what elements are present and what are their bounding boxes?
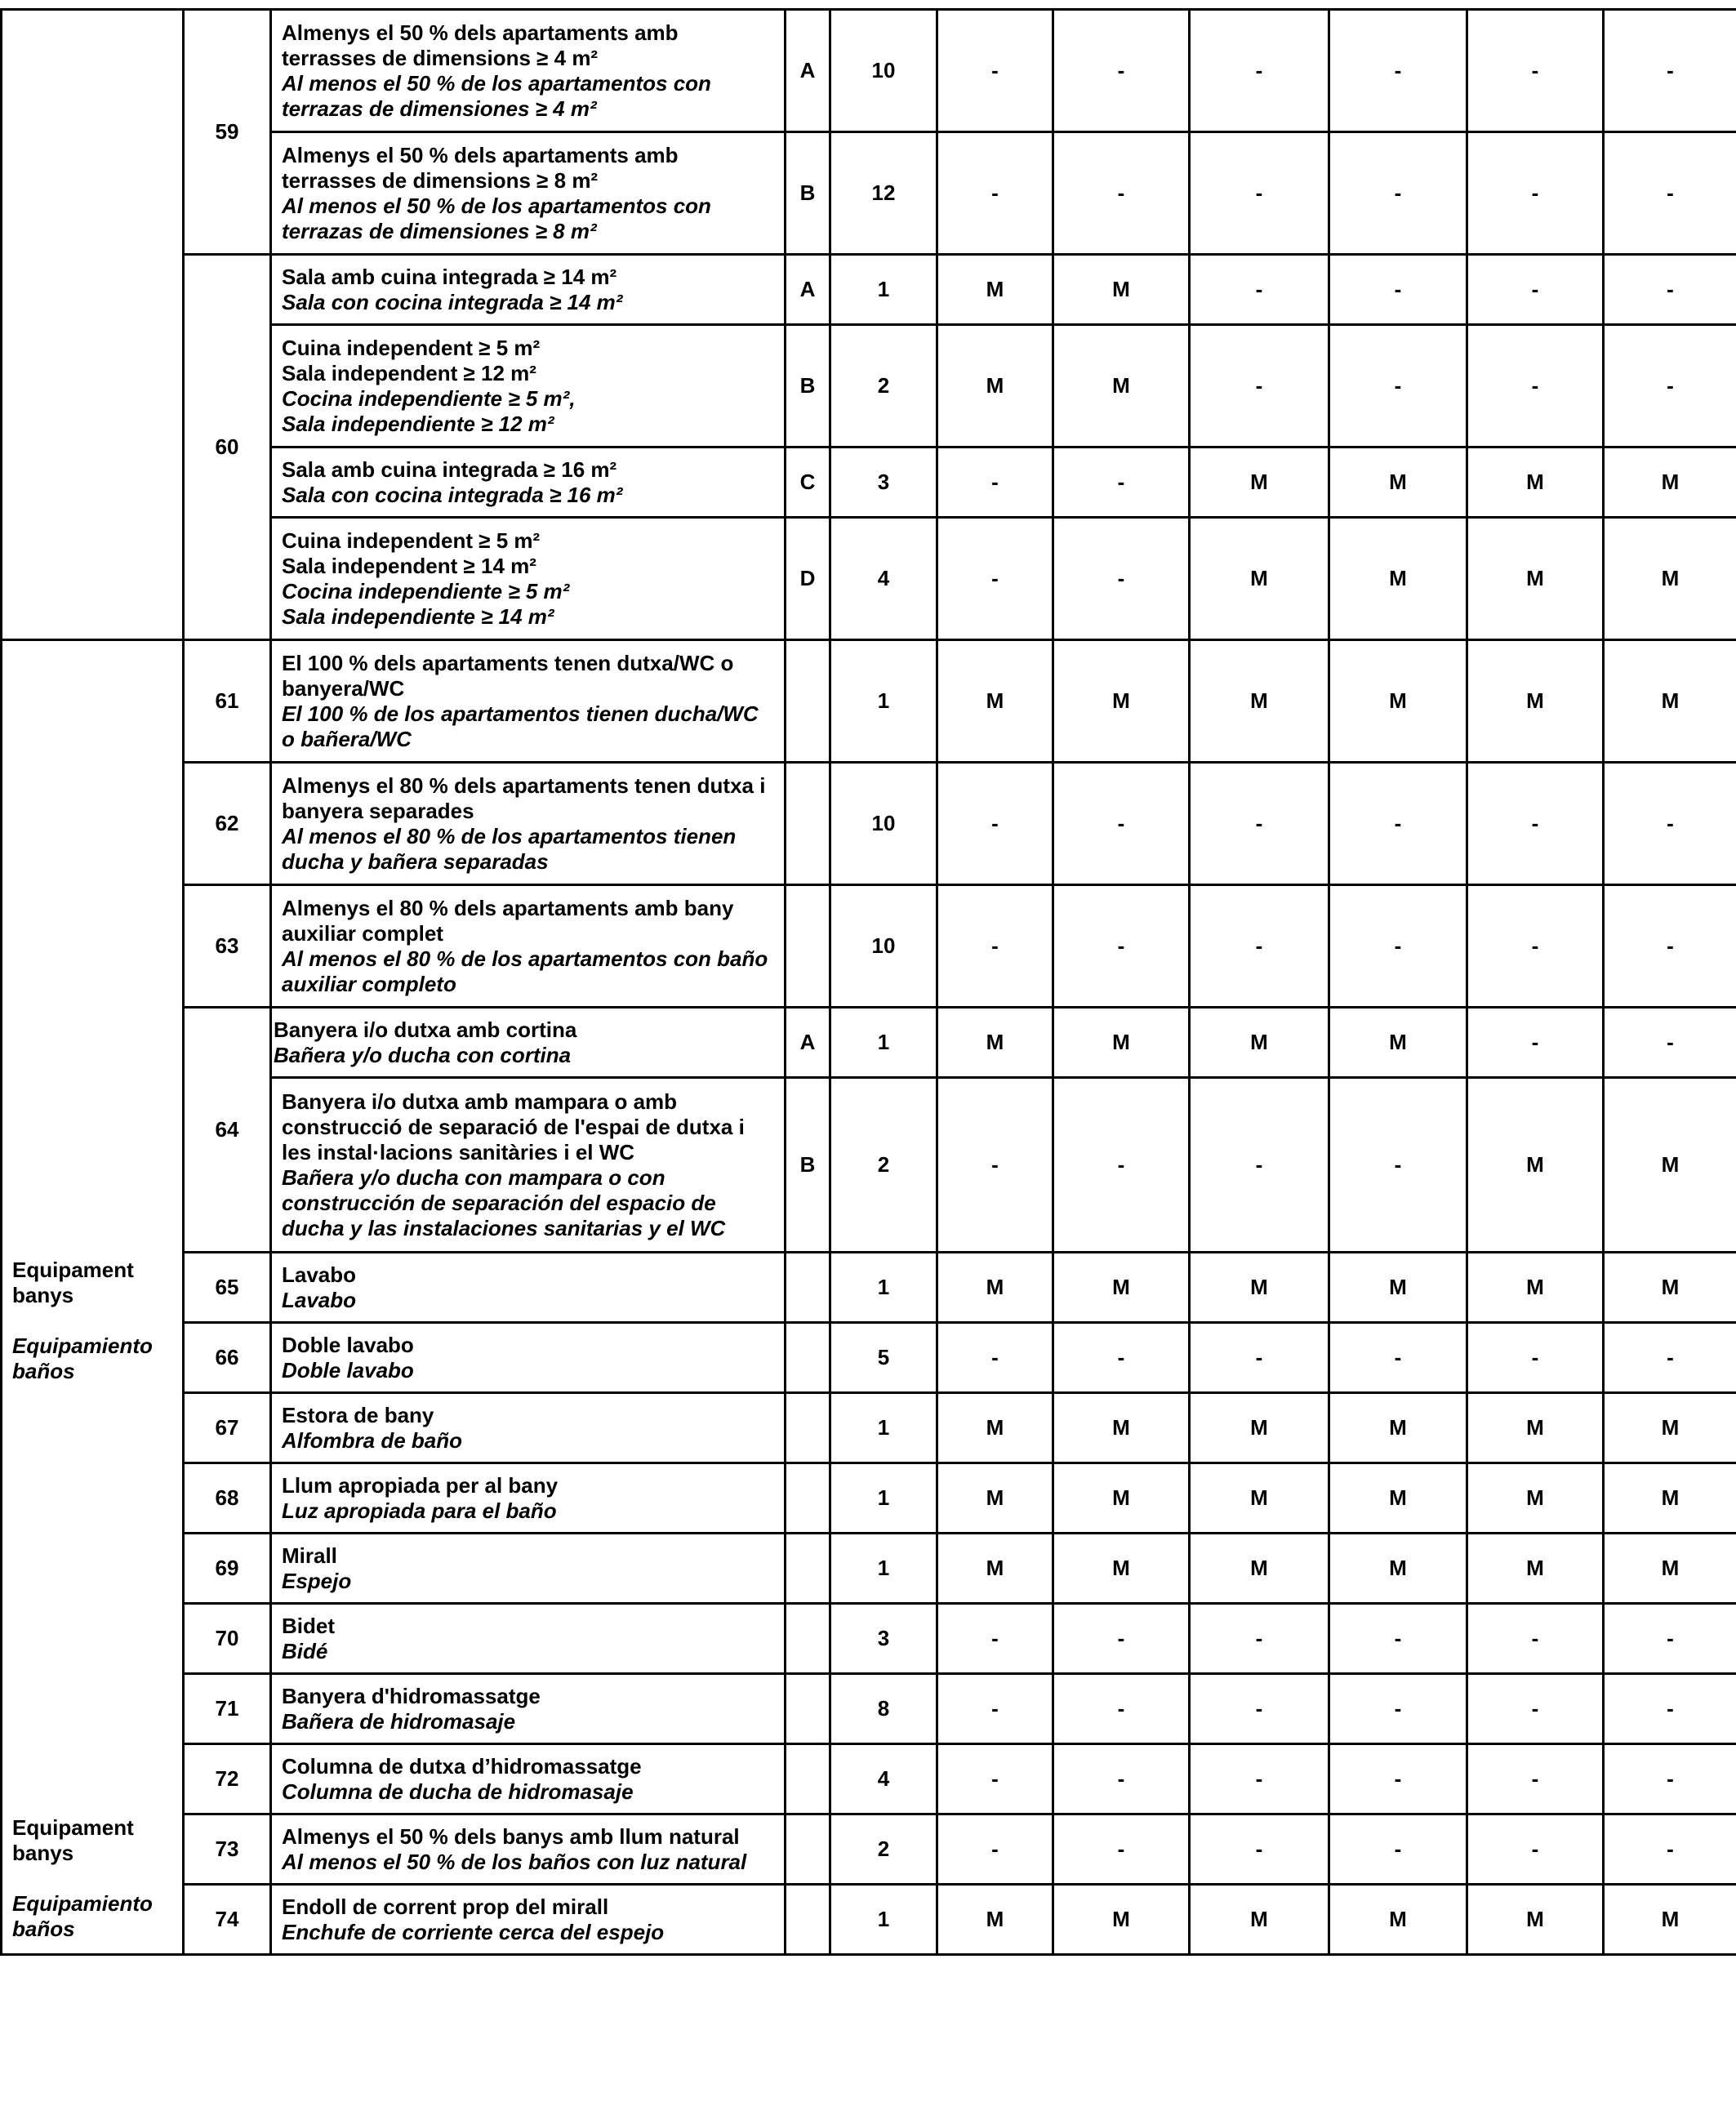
points-value: 1 — [830, 1008, 937, 1078]
category-requirement-4: - — [1329, 1814, 1467, 1885]
category-requirement-1: M — [937, 640, 1053, 763]
category-requirement-5: M — [1467, 1393, 1604, 1463]
category-requirement-3: M — [1190, 447, 1329, 518]
category-requirement-6: M — [1604, 1463, 1736, 1534]
criterion-number: 66 — [184, 1323, 271, 1393]
points-value: 1 — [830, 255, 937, 325]
category-requirement-5: M — [1467, 1463, 1604, 1534]
criterion-number: 59 — [184, 10, 271, 255]
criterion-number: 67 — [184, 1393, 271, 1463]
category-requirement-5: - — [1467, 1604, 1604, 1674]
criterion-number: 68 — [184, 1463, 271, 1534]
criterion-text-es: Luz apropiada para el baño — [282, 1498, 557, 1523]
criterion-text-es: El 100 % de los apartamentos tienen ducha/WC o bañera/WC — [282, 701, 759, 751]
category-requirement-3: M — [1190, 1463, 1329, 1534]
criterion-description — [271, 1885, 786, 1955]
category-label-ca: Equipament banys — [12, 1815, 134, 1865]
criterion-text-ca: Mirall — [282, 1543, 337, 1568]
option-letter: A — [786, 10, 830, 132]
criterion-text-es: Al menos el 50 % de los baños con luz natural — [282, 1849, 747, 1874]
category-requirement-4: - — [1329, 763, 1467, 885]
category-requirement-1: - — [937, 885, 1053, 1008]
category-requirement-1: M — [937, 255, 1053, 325]
option-letter — [786, 1393, 830, 1463]
criterion-number: 70 — [184, 1604, 271, 1674]
criterion-description — [271, 1078, 786, 1253]
category-label-ca: Equipament banys — [12, 1258, 134, 1307]
criterion-text-es: Al menos el 80 % de los apartamentos tienen ducha y bañera separadas — [282, 823, 737, 874]
criterion-description — [271, 1253, 786, 1323]
points-value: 4 — [830, 1744, 937, 1814]
category-requirement-5: - — [1467, 1814, 1604, 1885]
category-requirement-5: - — [1467, 10, 1604, 132]
criterion-description — [271, 1814, 786, 1885]
category-requirement-1: - — [937, 1744, 1053, 1814]
category-requirement-6: - — [1604, 132, 1736, 255]
points-value: 1 — [830, 1253, 937, 1323]
criterion-description — [271, 1744, 786, 1814]
criterion-number: 63 — [184, 885, 271, 1008]
category-requirement-4: - — [1329, 885, 1467, 1008]
criterion-text-ca: Columna de dutxa d’hidromassatge — [282, 1753, 642, 1779]
criterion-number: 69 — [184, 1534, 271, 1604]
category-requirement-2: - — [1053, 1814, 1190, 1885]
criterion-text-ca: Cuina independent ≥ 5 m² Sala independent ≥ 12 m² — [282, 335, 541, 385]
points-value: 2 — [830, 1814, 937, 1885]
criterion-description — [271, 763, 786, 885]
criterion-text-ca: Sala amb cuina integrada ≥ 14 m² — [282, 264, 617, 289]
category-requirement-6: - — [1604, 1323, 1736, 1393]
points-value: 12 — [830, 132, 937, 255]
category-requirement-4: M — [1329, 1463, 1467, 1534]
category-requirement-6: - — [1604, 1814, 1736, 1885]
category-requirement-2: M — [1053, 640, 1190, 763]
criterion-description — [271, 1534, 786, 1604]
category-requirement-4: M — [1329, 640, 1467, 763]
category-requirement-6: M — [1604, 1078, 1736, 1253]
category-requirement-4: - — [1329, 1604, 1467, 1674]
table-row — [2, 885, 1736, 1008]
points-value: 4 — [830, 518, 937, 640]
table-row — [2, 1674, 1736, 1744]
category-requirement-1: - — [937, 132, 1053, 255]
category-requirement-3: - — [1190, 1078, 1329, 1253]
category-requirement-1: M — [937, 1393, 1053, 1463]
points-value: 1 — [830, 640, 937, 763]
table-row — [2, 1008, 1736, 1078]
criterion-text-es: Lavabo — [282, 1287, 357, 1312]
category-requirement-4: - — [1329, 1078, 1467, 1253]
category-requirement-1: - — [937, 763, 1053, 885]
category-requirement-2: - — [1053, 1323, 1190, 1393]
category-requirement-1: - — [937, 10, 1053, 132]
category-requirement-3: M — [1190, 1534, 1329, 1604]
option-letter — [786, 1744, 830, 1814]
criterion-text-ca: Bidet — [282, 1613, 335, 1638]
criterion-text-es: Doble lavabo — [282, 1357, 414, 1382]
points-value: 1 — [830, 1534, 937, 1604]
points-value: 10 — [830, 763, 937, 885]
category-requirement-2: - — [1053, 10, 1190, 132]
category-requirement-5: M — [1467, 640, 1604, 763]
table-row — [2, 1253, 1736, 1323]
criterion-text-ca: Banyera i/o dutxa amb cortina — [274, 1017, 577, 1042]
category-requirement-2: - — [1053, 1078, 1190, 1253]
category-requirement-3: - — [1190, 1323, 1329, 1393]
category-requirement-6: M — [1604, 640, 1736, 763]
criterion-description — [271, 640, 786, 763]
category-requirement-6: - — [1604, 1008, 1736, 1078]
table-row — [2, 1604, 1736, 1674]
category-requirement-3: M — [1190, 1253, 1329, 1323]
category-requirement-2: M — [1053, 1008, 1190, 1078]
category-requirement-2: - — [1053, 447, 1190, 518]
category-requirement-6: M — [1604, 1885, 1736, 1955]
criterion-text-es: Cocina independiente ≥ 5 m² Sala independiente ≥ 14 m² — [282, 578, 570, 629]
category-label — [12, 1258, 182, 1384]
category-requirement-5: M — [1467, 1534, 1604, 1604]
category-requirement-1: M — [937, 1463, 1053, 1534]
option-letter: A — [786, 255, 830, 325]
option-letter — [786, 640, 830, 763]
criterion-text-ca: Almenys el 80 % dels apartaments amb bany auxiliar complet — [282, 895, 734, 946]
category-requirement-1: - — [937, 1078, 1053, 1253]
category-requirement-2: M — [1053, 325, 1190, 447]
category-requirement-1: - — [937, 1604, 1053, 1674]
category-requirement-4: - — [1329, 325, 1467, 447]
criterion-description — [271, 885, 786, 1008]
criterion-number: 60 — [184, 255, 271, 640]
category-requirement-2: M — [1053, 1885, 1190, 1955]
criterion-description — [271, 1463, 786, 1534]
category-requirement-5: - — [1467, 1323, 1604, 1393]
category-requirement-5: M — [1467, 447, 1604, 518]
category-requirement-1: M — [937, 325, 1053, 447]
criterion-text-ca: Sala amb cuina integrada ≥ 16 m² — [282, 456, 617, 482]
category-requirement-4: M — [1329, 1253, 1467, 1323]
criterion-text-ca: Cuina independent ≥ 5 m² Sala independent ≥ 14 m² — [282, 528, 541, 578]
category-requirement-4: - — [1329, 1674, 1467, 1744]
category-requirement-2: M — [1053, 1253, 1190, 1323]
category-requirement-2: M — [1053, 1534, 1190, 1604]
category-requirement-6: - — [1604, 255, 1736, 325]
option-letter — [786, 1253, 830, 1323]
category-requirement-3: - — [1190, 763, 1329, 885]
criterion-number: 62 — [184, 763, 271, 885]
table-row — [2, 1534, 1736, 1604]
table-row — [2, 1814, 1736, 1885]
category-requirement-4: - — [1329, 132, 1467, 255]
category-requirement-4: M — [1329, 1008, 1467, 1078]
criterion-number: 64 — [184, 1008, 271, 1253]
category-requirement-3: M — [1190, 1885, 1329, 1955]
criterion-number: 61 — [184, 640, 271, 763]
criterion-description — [271, 447, 786, 518]
category-requirement-4: - — [1329, 10, 1467, 132]
criterion-text-es: Bidé — [282, 1638, 328, 1663]
category-requirement-2: M — [1053, 1393, 1190, 1463]
category-requirement-2: - — [1053, 132, 1190, 255]
category-requirement-3: - — [1190, 1604, 1329, 1674]
table-row — [2, 1885, 1736, 1955]
category-requirement-5: - — [1467, 763, 1604, 885]
points-value: 8 — [830, 1674, 937, 1744]
criterion-text-es: Al menos el 50 % de los apartamentos con terrazas de dimensiones ≥ 8 m² — [282, 193, 711, 243]
criteria-table-body — [2, 10, 1736, 1955]
category-requirement-2: M — [1053, 255, 1190, 325]
criterion-text-es: Sala con cocina integrada ≥ 14 m² — [282, 289, 623, 314]
category-requirement-3: M — [1190, 1393, 1329, 1463]
category-requirement-6: M — [1604, 1534, 1736, 1604]
category-requirement-3: - — [1190, 10, 1329, 132]
category-requirement-4: M — [1329, 518, 1467, 640]
criterion-text-es: Alfombra de baño — [282, 1427, 463, 1453]
criterion-text-es: Espejo — [282, 1568, 352, 1593]
category-requirement-3: M — [1190, 1008, 1329, 1078]
criterion-description — [271, 1393, 786, 1463]
points-value: 1 — [830, 1463, 937, 1534]
option-letter — [786, 763, 830, 885]
criterion-description — [271, 1604, 786, 1674]
criterion-text-ca: Banyera d'hidromassatge — [282, 1683, 541, 1708]
option-letter — [786, 1885, 830, 1955]
criterion-description — [271, 1008, 786, 1078]
category-requirement-3: - — [1190, 132, 1329, 255]
criterion-description — [271, 132, 786, 255]
category-requirement-6: - — [1604, 1674, 1736, 1744]
category-requirement-6: M — [1604, 1253, 1736, 1323]
category-label-es: Equipamiento baños — [12, 1891, 153, 1941]
category-requirement-1: - — [937, 1674, 1053, 1744]
category-cell-bathroom — [2, 640, 184, 1955]
criterion-text-ca: Almenys el 50 % dels apartaments amb terrasses de dimensions ≥ 4 m² — [282, 20, 679, 70]
option-letter — [786, 885, 830, 1008]
criterion-text-es: Bañera y/o ducha con cortina — [274, 1042, 572, 1067]
table-row — [2, 1463, 1736, 1534]
category-requirement-3: - — [1190, 1674, 1329, 1744]
option-letter: B — [786, 325, 830, 447]
category-requirement-2: - — [1053, 763, 1190, 885]
points-value: 3 — [830, 447, 937, 518]
category-requirement-2: - — [1053, 1744, 1190, 1814]
criterion-text-es: Al menos el 50 % de los apartamentos con terrazas de dimensiones ≥ 4 m² — [282, 70, 711, 121]
option-letter: A — [786, 1008, 830, 1078]
criterion-number: 65 — [184, 1253, 271, 1323]
category-requirement-1: M — [937, 1534, 1053, 1604]
criterion-text-ca: Lavabo — [282, 1262, 357, 1287]
criterion-description — [271, 518, 786, 640]
category-requirement-5: - — [1467, 325, 1604, 447]
criterion-text-es: Bañera de hidromasaje — [282, 1708, 516, 1734]
option-letter — [786, 1674, 830, 1744]
table-row — [2, 10, 1736, 132]
criterion-text-es: Cocina independiente ≥ 5 m², Sala independiente ≥ 12 m² — [282, 385, 576, 436]
category-requirement-5: - — [1467, 255, 1604, 325]
criterion-text-ca: El 100 % dels apartaments tenen dutxa/WC o banyera/WC — [282, 650, 734, 701]
category-requirement-3: - — [1190, 1744, 1329, 1814]
criterion-text-es: Sala con cocina integrada ≥ 16 m² — [282, 482, 623, 507]
criterion-number: 71 — [184, 1674, 271, 1744]
criterion-number: 74 — [184, 1885, 271, 1955]
category-requirement-4: M — [1329, 1534, 1467, 1604]
points-value: 3 — [830, 1604, 937, 1674]
category-requirement-1: M — [937, 1885, 1053, 1955]
category-requirement-3: M — [1190, 640, 1329, 763]
points-value: 1 — [830, 1393, 937, 1463]
criterion-text-ca: Almenys el 50 % dels banys amb llum natural — [282, 1823, 740, 1849]
points-value: 5 — [830, 1323, 937, 1393]
criterion-number: 72 — [184, 1744, 271, 1814]
criterion-text-ca: Endoll de corrent prop del mirall — [282, 1894, 609, 1919]
option-letter — [786, 1814, 830, 1885]
category-requirement-6: - — [1604, 1744, 1736, 1814]
category-label-es: Equipamiento baños — [12, 1334, 153, 1383]
option-letter — [786, 1534, 830, 1604]
option-letter: B — [786, 132, 830, 255]
option-letter: D — [786, 518, 830, 640]
category-requirement-1: M — [937, 1253, 1053, 1323]
option-letter: C — [786, 447, 830, 518]
criterion-text-ca: Llum apropiada per al bany — [282, 1472, 559, 1498]
category-requirement-3: - — [1190, 325, 1329, 447]
category-cell-empty — [2, 10, 184, 640]
category-requirement-2: M — [1053, 1463, 1190, 1534]
category-requirement-2: - — [1053, 1604, 1190, 1674]
category-requirement-1: - — [937, 1814, 1053, 1885]
category-requirement-6: - — [1604, 10, 1736, 132]
points-value: 10 — [830, 885, 937, 1008]
category-requirement-6: M — [1604, 1393, 1736, 1463]
category-requirement-2: - — [1053, 518, 1190, 640]
category-requirement-5: M — [1467, 1885, 1604, 1955]
category-requirement-6: - — [1604, 1604, 1736, 1674]
category-requirement-6: - — [1604, 325, 1736, 447]
option-letter: B — [786, 1078, 830, 1253]
criterion-description — [271, 325, 786, 447]
category-requirement-1: M — [937, 1008, 1053, 1078]
criterion-description — [271, 1323, 786, 1393]
category-requirement-5: M — [1467, 1253, 1604, 1323]
criterion-text-es: Al menos el 80 % de los apartamentos con baño auxiliar completo — [282, 946, 768, 996]
points-value: 10 — [830, 10, 937, 132]
table-row — [2, 1744, 1736, 1814]
category-requirement-6: M — [1604, 447, 1736, 518]
category-requirement-5: M — [1467, 518, 1604, 640]
table-row — [2, 763, 1736, 885]
criterion-description — [271, 1674, 786, 1744]
category-requirement-4: - — [1329, 1323, 1467, 1393]
category-requirement-1: - — [937, 1323, 1053, 1393]
criterion-text-es: Columna de ducha de hidromasaje — [282, 1779, 634, 1804]
category-requirement-5: - — [1467, 1674, 1604, 1744]
table-row — [2, 1393, 1736, 1463]
category-requirement-1: - — [937, 447, 1053, 518]
category-requirement-5: - — [1467, 132, 1604, 255]
category-label — [12, 1815, 182, 1942]
category-requirement-3: - — [1190, 885, 1329, 1008]
points-value: 2 — [830, 325, 937, 447]
category-requirement-2: - — [1053, 885, 1190, 1008]
option-letter — [786, 1323, 830, 1393]
category-requirement-3: - — [1190, 1814, 1329, 1885]
table-row — [2, 640, 1736, 763]
criterion-text-ca: Banyera i/o dutxa amb mampara o amb construcció de separació de l'espai de dutxa i les instal·lacions sanitàries i el WC — [282, 1089, 745, 1164]
category-requirement-3: - — [1190, 255, 1329, 325]
criterion-text-ca: Almenys el 80 % dels apartaments tenen dutxa i banyera separades — [282, 772, 766, 823]
category-requirement-2: - — [1053, 1674, 1190, 1744]
criterion-description — [271, 255, 786, 325]
category-requirement-5: - — [1467, 1008, 1604, 1078]
category-requirement-6: M — [1604, 518, 1736, 640]
category-requirement-4: M — [1329, 1393, 1467, 1463]
points-value: 1 — [830, 1885, 937, 1955]
category-requirement-5: - — [1467, 1744, 1604, 1814]
criterion-description — [271, 10, 786, 132]
option-letter — [786, 1463, 830, 1534]
criterion-number: 73 — [184, 1814, 271, 1885]
category-requirement-6: - — [1604, 763, 1736, 885]
category-requirement-4: - — [1329, 1744, 1467, 1814]
criteria-table — [0, 8, 1736, 1956]
category-requirement-5: - — [1467, 885, 1604, 1008]
category-requirement-5: M — [1467, 1078, 1604, 1253]
criterion-text-es: Bañera y/o ducha con mampara o con construcción de separación del espacio de ducha y las instalaciones sanitarias y el WC — [282, 1164, 726, 1240]
table-row — [2, 1323, 1736, 1393]
criterion-text-ca: Doble lavabo — [282, 1332, 414, 1357]
criterion-text-ca: Estora de bany — [282, 1402, 434, 1427]
category-requirement-1: - — [937, 518, 1053, 640]
category-requirement-3: M — [1190, 518, 1329, 640]
criterion-text-ca: Almenys el 50 % dels apartaments amb terrasses de dimensions ≥ 8 m² — [282, 142, 679, 193]
category-requirement-6: - — [1604, 885, 1736, 1008]
criterion-text-es: Enchufe de corriente cerca del espejo — [282, 1919, 665, 1944]
category-requirement-4: M — [1329, 1885, 1467, 1955]
category-requirement-4: M — [1329, 447, 1467, 518]
category-requirement-4: - — [1329, 255, 1467, 325]
table-row — [2, 255, 1736, 325]
points-value: 2 — [830, 1078, 937, 1253]
option-letter — [786, 1604, 830, 1674]
